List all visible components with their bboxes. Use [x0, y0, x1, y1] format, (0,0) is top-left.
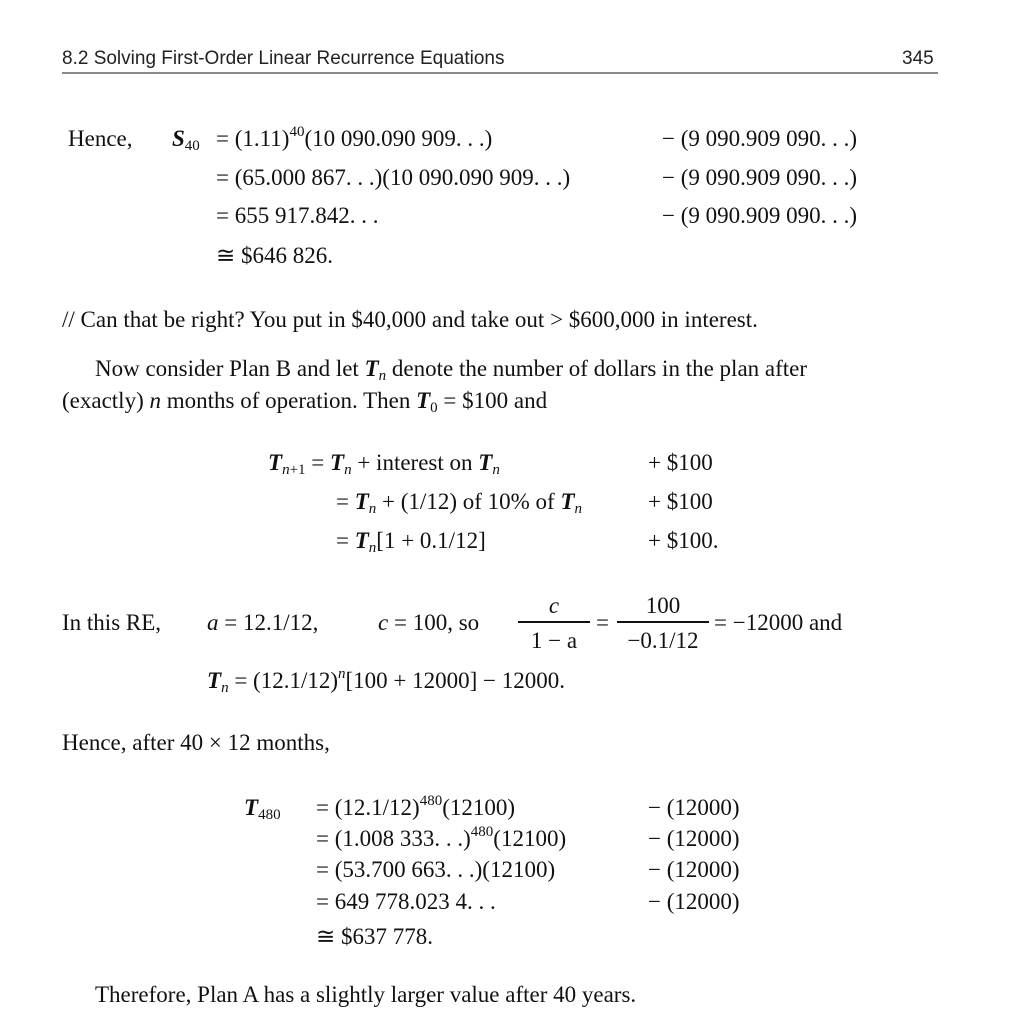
re-c-value: c = 100, so	[378, 610, 480, 635]
frac1-denominator: 1 − a	[530, 628, 578, 653]
re-result: = −12000 and	[714, 610, 843, 635]
re-a-value: a = 12.1/12,	[207, 610, 319, 635]
t480-line5: ≅ $637 778.	[316, 924, 434, 949]
t480-symbol: $T_{480}$	[244, 795, 281, 823]
s40-minus-1: − (9 090.909 090. . .)	[662, 126, 858, 151]
tn-closed-form: $T_n = (12.1/12)^n[100 + 12000] - 12000$.	[207, 666, 566, 696]
s40-symbol: $S_{40}$	[172, 126, 200, 154]
t480-minus-2: − (12000)	[648, 826, 740, 851]
hence-label: Hence,	[68, 126, 133, 151]
running-header-section: 8.2 Solving First-Order Linear Recurrence Equations	[62, 48, 505, 69]
tn-eq-plus3: + $100.	[648, 528, 719, 553]
planb-paragraph-line2: (exactly) n months of operation. Then $T_0$ = $100 and	[62, 388, 548, 416]
frac1-numerator: c	[548, 593, 560, 618]
s40-minus-3: − (9 090.909 090. . .)	[662, 203, 858, 228]
t480-minus-1: − (12000)	[648, 795, 740, 820]
frac1-bar	[518, 621, 590, 623]
conclusion-line: Therefore, Plan A has a slightly larger value after 40 years.	[95, 982, 637, 1007]
tn-eq-plus2: + $100	[648, 489, 713, 514]
frac2-bar	[617, 621, 709, 623]
s40-line4: ≅ $646 826.	[216, 243, 334, 268]
page-number: 345	[902, 48, 934, 69]
tn-eq-row3: = $T_n[1 + 0.1/12]$	[336, 528, 486, 556]
s40-line1: = $(1.11)^{40}(10$ 090.090 909. . .)	[216, 124, 493, 151]
t480-line1: = $(12.1/12)^{480}(12100)$	[316, 793, 516, 820]
t480-line4: = 649 778.023 4. . .	[316, 889, 496, 914]
comment-line: // Can that be right? You put in $40,000 and take out > $600,000 in interest.	[62, 307, 758, 332]
t480-minus-4: − (12000)	[648, 889, 740, 914]
hence-after-line: Hence, after 40 × 12 months,	[62, 730, 330, 755]
t480-line2: = (1.008 333. . .)$^{480}$(12100)	[316, 824, 567, 851]
t480-minus-3: − (12000)	[648, 857, 740, 882]
s40-line2: = (65.000 867. . .)(10 090.090 909. . .)	[216, 165, 571, 190]
tn-eq-plus1: + $100	[648, 450, 713, 475]
tn-eq-row1: $T_{n+1} = T_n$ + interest on $T_n$	[268, 450, 500, 478]
frac-equals: =	[596, 610, 609, 635]
re-intro: In this RE,	[62, 610, 162, 635]
tn-eq-row2: = $T_n + (1/12)$ of 10% of $T_n$	[336, 489, 583, 517]
t480-line3: = (53.700 663. . .)(12100)	[316, 857, 556, 882]
s40-line3: = 655 917.842. . .	[216, 203, 379, 228]
s40-minus-2: − (9 090.909 090. . .)	[662, 165, 858, 190]
frac2-denominator: −0.1/12	[627, 628, 699, 653]
frac2-numerator: 100	[645, 593, 681, 618]
header-rule	[62, 72, 938, 74]
planb-paragraph-line1: Now consider Plan B and let $T_n$ denote the number of dollars in the plan after	[95, 356, 808, 384]
